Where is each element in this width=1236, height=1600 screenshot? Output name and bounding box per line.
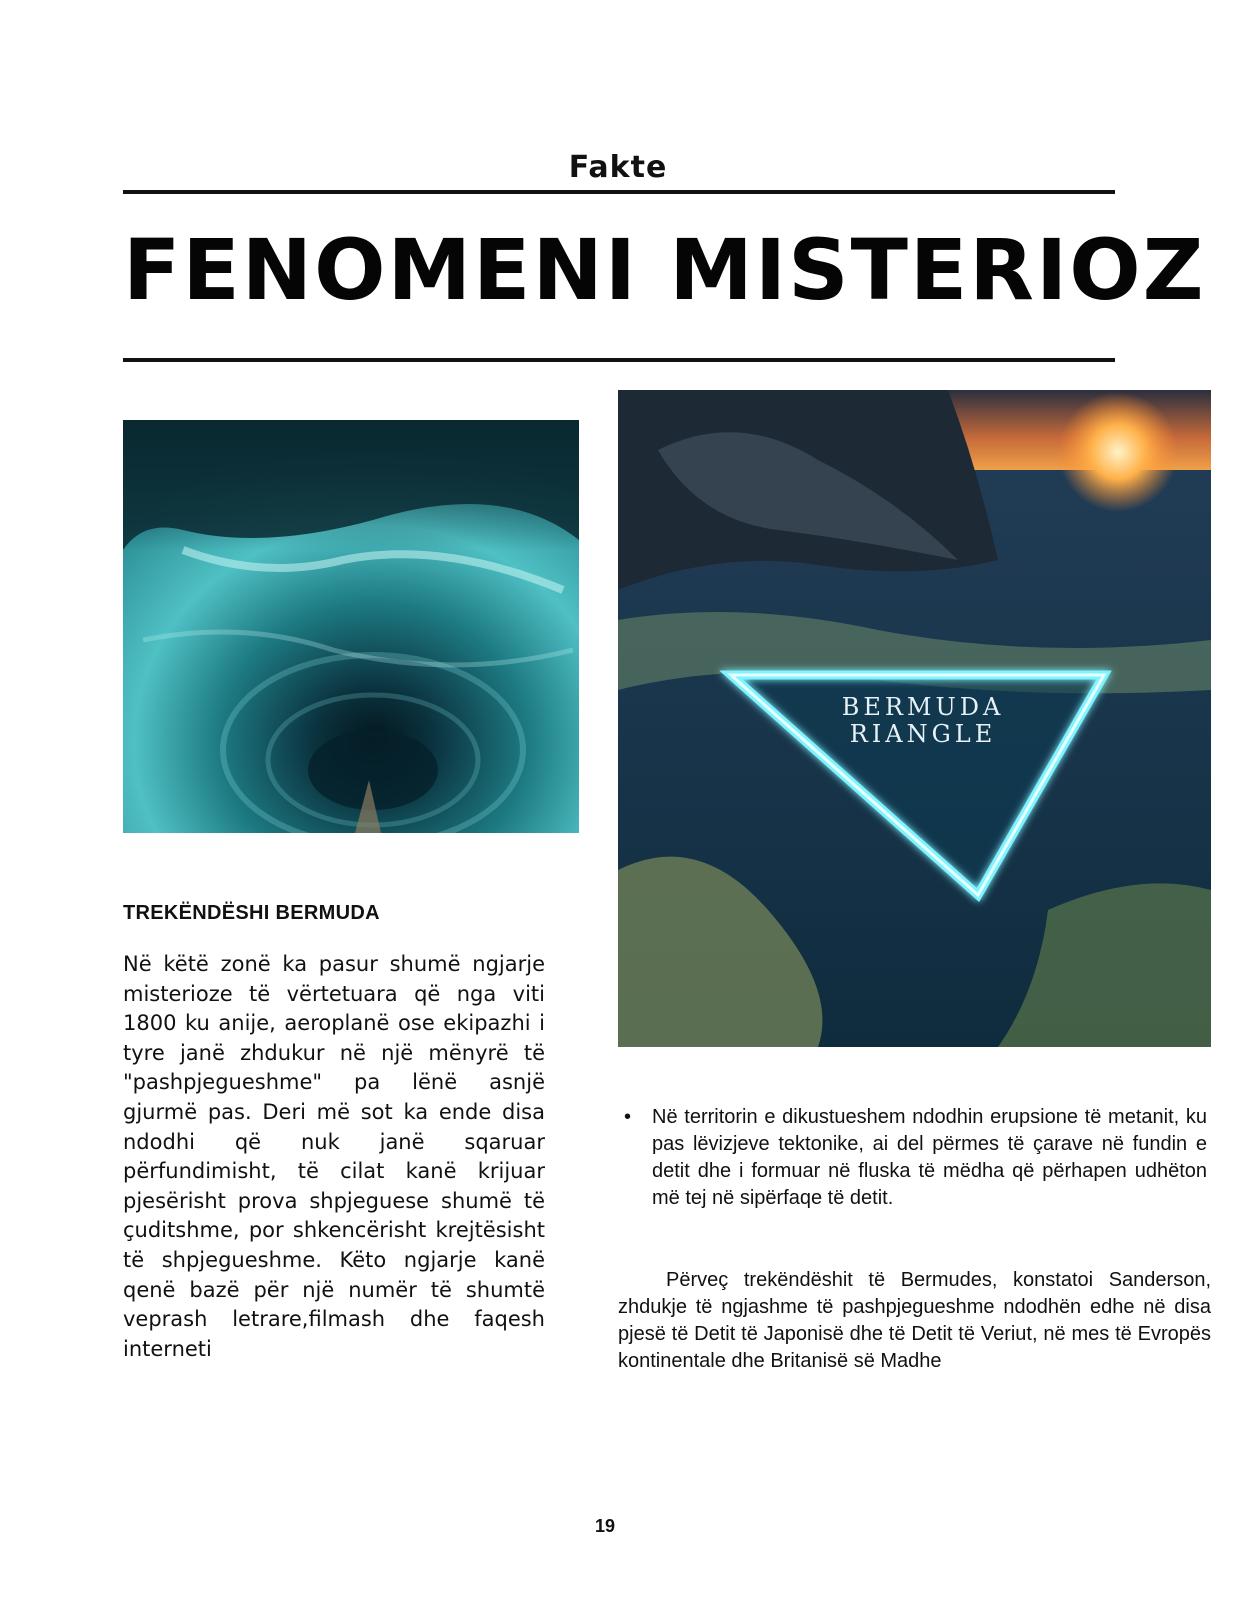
bermuda-triangle-image bbox=[618, 390, 1211, 1047]
top-rule bbox=[123, 190, 1115, 194]
article-paragraph-right: Përveç trekëndëshit të Bermudes, konstatoi Sanderson, zhdukje të ngjashme të pashpjegueshme ndodhën edhe në disa pjesë të Detit të Japonisë dhe të Detit të Veriut, në mes të Evropës kontinentale dhe Britanisë së Madhe bbox=[618, 1269, 1211, 1372]
page-number: 19 bbox=[594, 1516, 616, 1536]
triangle-label-line2: RIANGLE bbox=[849, 720, 997, 748]
section-label: Fakte bbox=[568, 150, 668, 185]
page-title: FENOMENI MISTERIOZ bbox=[123, 221, 1206, 319]
article-subheading: TREKËNDËSHI BERMUDA bbox=[123, 902, 380, 924]
bullet-item-methane: • Në territorin e dikustueshem ndodhin erupsione të metanit, ku pas lëvizjeve tektonike, ai del përmes të çarave në fundin e detit dhe i formuar në fluska të mëdha që përhapen udhëton më tej në sipërfaqe të detit. bbox=[652, 1104, 1207, 1212]
bullet-list bbox=[652, 1104, 1207, 1212]
whirlpool-image bbox=[123, 420, 579, 833]
article-paragraph-left: Në këtë zonë ka pasur shumë ngjarje misterioze të vërtetuara që nga viti 1800 ku anije, aeroplanë ose ekipazhi i tyre janë zhdukur në një mënyrë të "pashpjegueshme" pa lënë asnjë gjurmë pas. Deri më sot ka ende disa ndodhi që nuk janë sqaruar përfundimisht, të cilat kanë krijuar pjesërisht prova shpjeguese shumë të çuditshme, por shkencërisht krejtësisht të shpjegueshme. Këto ngjarje kanë qenë bazë për një numër të shumtë veprash letrare,filmash dhe faqesh interneti bbox=[123, 952, 545, 1361]
triangle-label-line1: BERMUDA bbox=[841, 693, 1005, 721]
bottom-rule bbox=[123, 358, 1115, 362]
